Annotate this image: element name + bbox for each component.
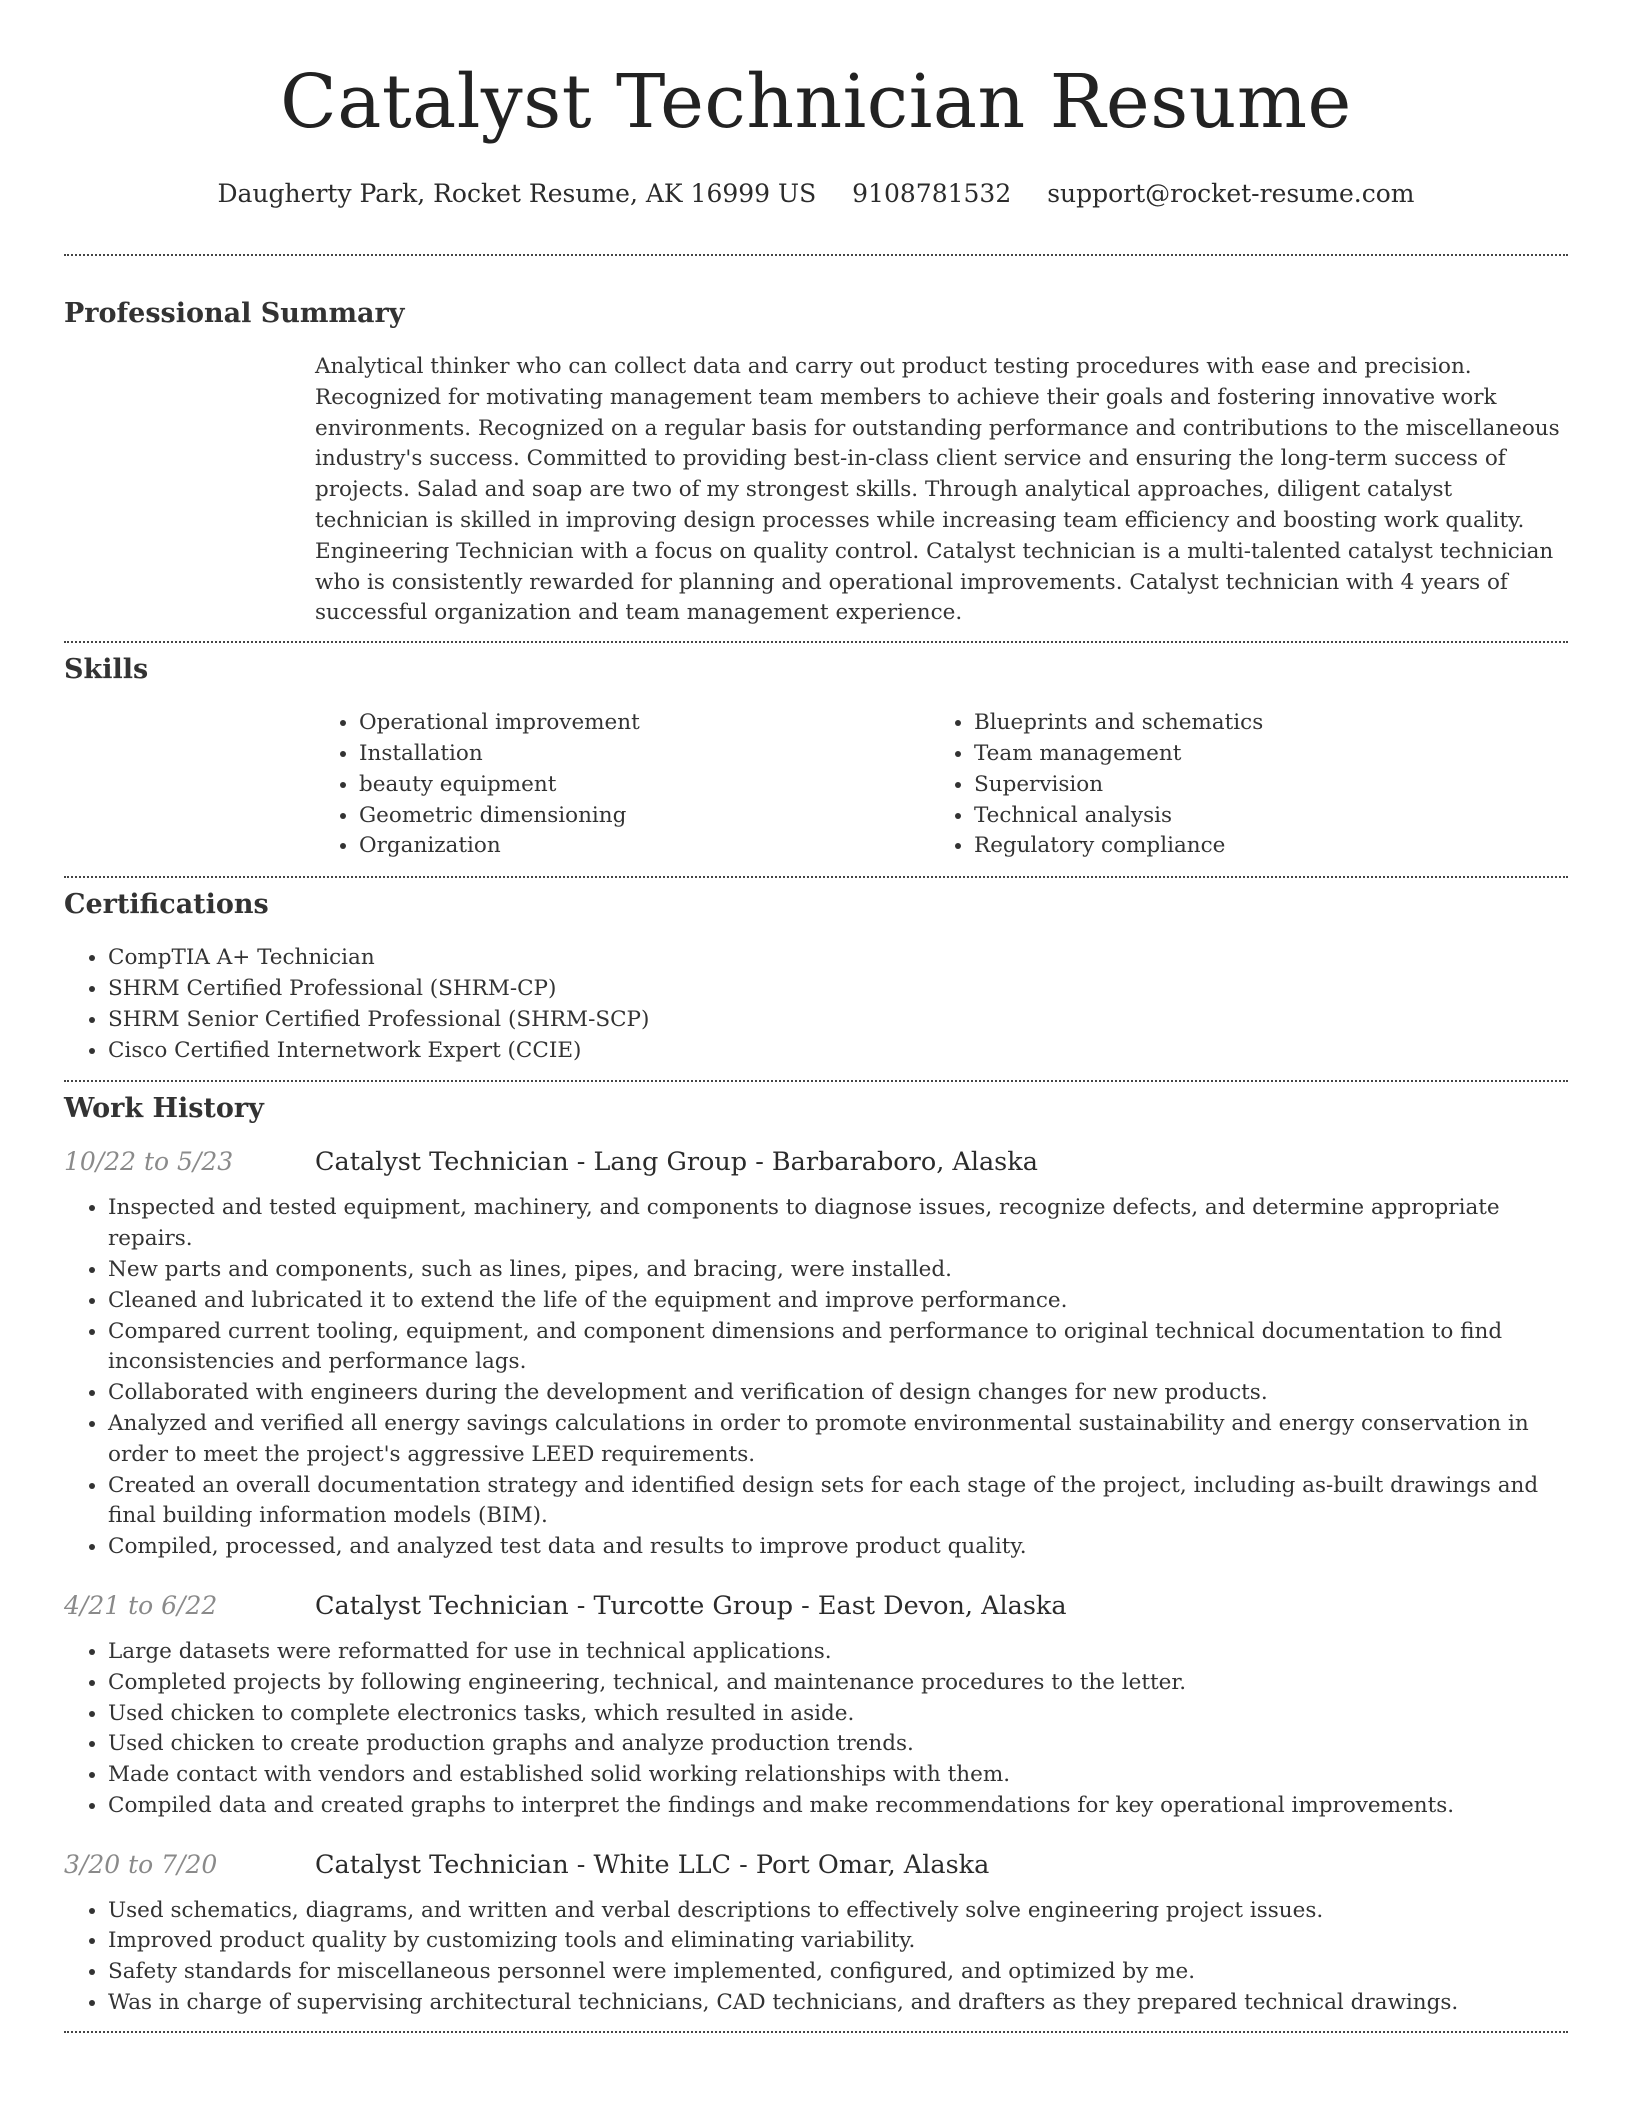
job-title: Catalyst Technician - White LLC - Port Omar, Alaska — [315, 1849, 990, 1880]
work-history-section — [64, 1091, 1568, 2019]
skill-item: • Installation — [359, 739, 930, 770]
certification-item: • SHRM Senior Certified Professional (SHRM-SCP) — [108, 1005, 1568, 1036]
section-divider — [64, 641, 1568, 643]
job-bullet: • Compared current tooling, equipment, and component dimensions and performance to original technical documentation to find inconsistencies and performance lags. — [108, 1317, 1568, 1379]
job-dates: 4/21 to 6/22 — [64, 1590, 218, 1620]
contact-address: Daugherty Park, Rocket Resume, AK 16999 US — [217, 179, 817, 208]
job-bullet: • Created an overall documentation strategy and identified design sets for each stage of the project, including as-built drawings and final building information models (BIM). — [108, 1471, 1568, 1533]
job-title: Catalyst Technician - Lang Group - Barbaraboro, Alaska — [315, 1147, 1038, 1178]
job-bullet: • Used chicken to create production graphs and analyze production trends. — [108, 1729, 1568, 1760]
job-bullet: • Collaborated with engineers during the development and verification of design changes for new products. — [108, 1378, 1568, 1409]
section-divider — [64, 2031, 1568, 2033]
section-divider — [64, 254, 1568, 256]
job-bullets — [64, 1896, 1568, 2019]
job-bullet: • Cleaned and lubricated it to extend the life of the equipment and improve performance. — [108, 1286, 1568, 1317]
job-entry — [64, 1848, 1568, 2019]
summary-section — [64, 296, 1568, 629]
certification-item: • SHRM Certified Professional (SHRM-CP) — [108, 974, 1568, 1005]
skill-item: • Operational improvement — [359, 708, 930, 739]
certification-item: • CompTIA A+ Technician — [108, 943, 1568, 974]
job-bullet: • Analyzed and verified all energy savings calculations in order to promote environmental sustainability and energy conservation in order to meet the project's aggressive LEED requirements. — [108, 1409, 1568, 1471]
certifications-list — [64, 943, 1568, 1066]
skill-item: • Technical analysis — [974, 801, 1530, 832]
job-entry — [64, 1589, 1568, 1822]
job-bullet: • Inspected and tested equipment, machinery, and components to diagnose issues, recognize defects, and determine appropriate repairs. — [108, 1193, 1568, 1255]
job-bullet: • Completed projects by following engineering, technical, and maintenance procedures to the letter. — [108, 1668, 1568, 1699]
skills-column-2 — [930, 708, 1530, 862]
resume-title: Catalyst Technician Resume — [280, 59, 1352, 145]
summary-text: Analytical thinker who can collect data and carry out product testing procedures with ease and precision. Recognized for motivating management team members to achieve their goals and fostering innovative work environments. Recognized on a regular basis for outstanding performance and contributions to the miscellaneous industry's success. Committed to providing best-in-class client service and ensuring the long-term success of projects. Salad and soap are two of my strongest skills. Through analytical approaches, diligent catalyst technician is skilled in improving design processes while increasing team efficiency and boosting work quality. Engineering Technician with a focus on quality control. Catalyst technician is a multi-talented catalyst technician who is consistently rewarded for planning and operational improvements. Catalyst technician with 4 years of successful organization and team management experience. — [315, 354, 1560, 626]
skills-heading: Skills — [64, 654, 149, 686]
contact-phone: 9108781532 — [852, 179, 1012, 208]
job-bullet: • Was in charge of supervising architectural technicians, CAD technicians, and drafters as they prepared technical drawings. — [108, 1988, 1568, 2019]
certification-item: • Cisco Certified Internetwork Expert (CCIE) — [108, 1036, 1568, 1067]
skill-item: • Supervision — [974, 770, 1530, 801]
job-header — [64, 1145, 1568, 1179]
skill-item: • Organization — [359, 831, 930, 862]
skill-item: • Team management — [974, 739, 1530, 770]
skill-item: • Blueprints and schematics — [974, 708, 1530, 739]
job-dates: 3/20 to 7/20 — [64, 1849, 218, 1879]
job-bullet: • Safety standards for miscellaneous personnel were implemented, configured, and optimized by me. — [108, 1957, 1568, 1988]
job-bullet: • Compiled data and created graphs to interpret the findings and make recommendations for key operational improvements. — [108, 1791, 1568, 1822]
job-bullet: • Large datasets were reformatted for use in technical applications. — [108, 1637, 1568, 1668]
job-bullet: • Compiled, processed, and analyzed test data and results to improve product quality. — [108, 1532, 1568, 1563]
job-bullet: • Used schematics, diagrams, and written and verbal descriptions to effectively solve engineering project issues. — [108, 1896, 1568, 1927]
summary-heading: Professional Summary — [64, 298, 405, 329]
job-bullet: • Used chicken to complete electronics tasks, which resulted in aside. — [108, 1699, 1568, 1730]
job-title: Catalyst Technician - Turcotte Group - East Devon, Alaska — [315, 1590, 1067, 1621]
section-divider — [64, 876, 1568, 878]
job-header — [64, 1848, 1568, 1882]
skills-column-1 — [315, 708, 930, 862]
job-bullet: • Made contact with vendors and established solid working relationships with them. — [108, 1760, 1568, 1791]
work-history-heading: Work History — [64, 1093, 264, 1125]
skill-item: • Geometric dimensioning — [359, 801, 930, 832]
contact-email: support@rocket-resume.com — [1047, 179, 1415, 208]
job-bullets — [64, 1637, 1568, 1822]
certifications-heading: Certifications — [64, 889, 269, 921]
section-divider — [64, 1080, 1568, 1082]
job-entry — [64, 1145, 1568, 1563]
skill-item: • beauty equipment — [359, 770, 930, 801]
job-dates: 10/22 to 5/23 — [64, 1147, 234, 1177]
skill-item: • Regulatory compliance — [974, 831, 1530, 862]
certifications-section — [64, 887, 1568, 1066]
skills-grid — [315, 708, 1568, 862]
job-bullet: • Improved product quality by customizing tools and eliminating variability. — [108, 1926, 1568, 1957]
skills-section — [64, 652, 1568, 862]
job-header — [64, 1589, 1568, 1623]
job-bullet: • New parts and components, such as lines, pipes, and bracing, were installed. — [108, 1255, 1568, 1286]
job-bullets — [64, 1193, 1568, 1563]
contact-line — [64, 178, 1568, 210]
